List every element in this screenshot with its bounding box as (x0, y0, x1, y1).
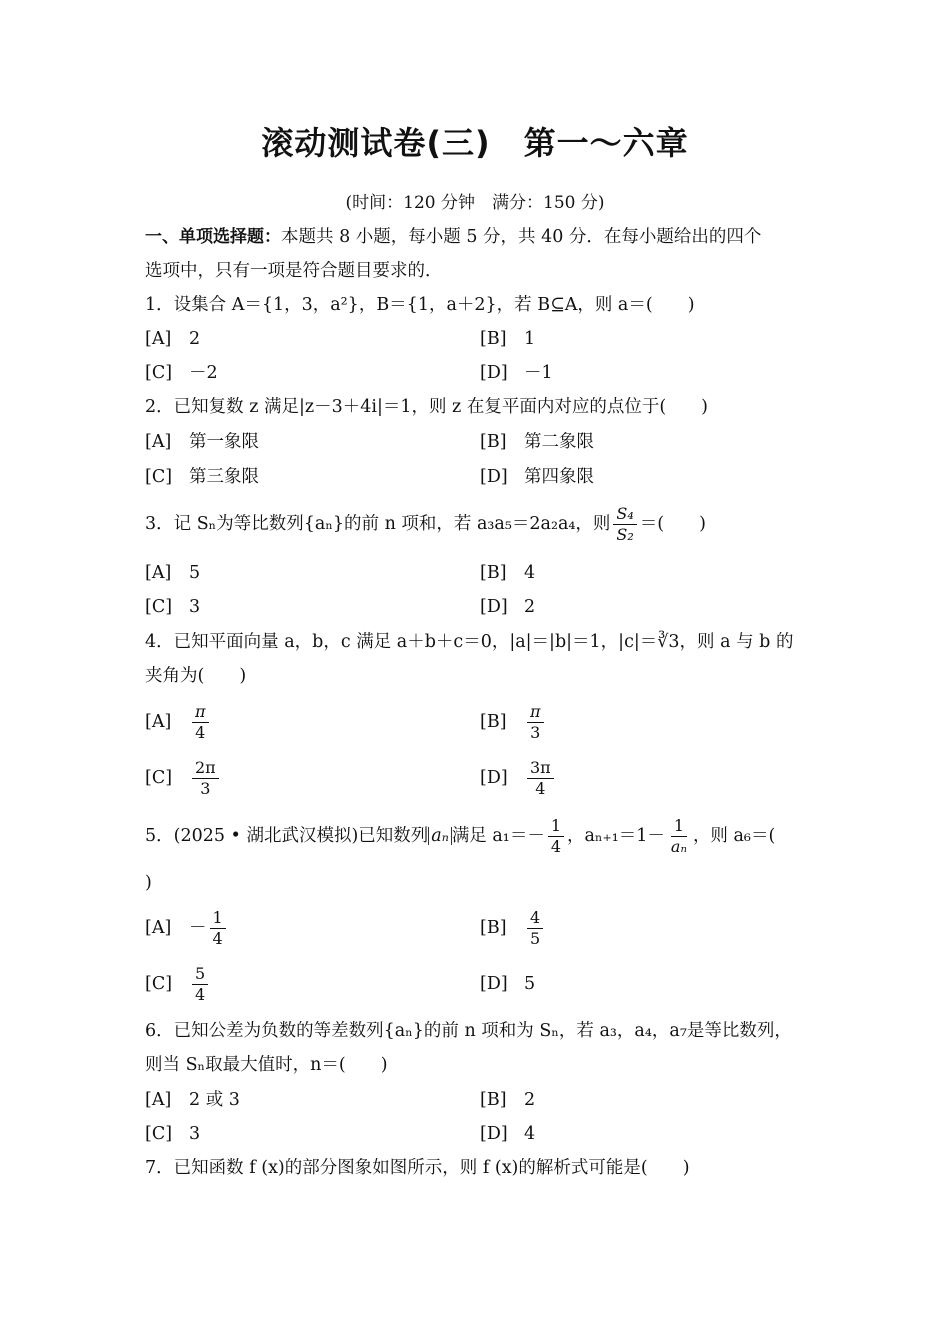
section-text-2: 选项中，只有一项是符合题目要求的． (145, 261, 443, 281)
question-4-stem-line-1: 4．已知平面向量 a，b，c 满足 a＋b＋c＝0，|a|＝|b|＝1，|c|＝∛3，则 a 与 b 的 (145, 632, 794, 652)
question-3-option-b[interactable]: [B] 4 (480, 563, 536, 583)
exam-time-score: (时间：120 分钟 满分：150 分) (345, 193, 605, 213)
question-4-option-a[interactable]: [A] $\frac{\pi}{4}$ (145, 700, 212, 744)
fraction-s4-over-s2: $\frac{\text{S₄}}{\text{S₂}}$ (613, 504, 636, 545)
question-2-stem: 2．已知复数 z 满足|z－3＋4i|＝1，则 z 在复平面内对应的点位于( ) (145, 397, 708, 417)
question-3-option-c[interactable]: [C] 3 (145, 597, 201, 617)
question-3-stem: 3．记 Sₙ为等比数列{aₙ}的前 n 项和，若 a₃a₅＝2a₂a₄，则 $\frac{\text{S₄}}{\text{S₂}}$ ＝( ) (145, 504, 706, 544)
question-1-option-a[interactable]: [A] 2 (145, 329, 201, 349)
question-5-option-b[interactable]: [B] $\frac{4}{5}$ (480, 906, 546, 950)
question-1-stem: 1．设集合 A＝{1，3，a²}，B＝{1，a＋2}，若 B⊆A，则 a＝( ) (145, 295, 695, 315)
question-2-option-c[interactable]: [C] 第三象限 (145, 467, 259, 487)
question-6-option-d[interactable]: [D] 4 (480, 1124, 536, 1144)
question-5-stem-close: ) (145, 873, 152, 893)
question-3-option-d[interactable]: [D] 2 (480, 597, 536, 617)
section-instructions (145, 220, 825, 254)
sequence-notation: aₙ (428, 827, 452, 845)
question-5-option-a[interactable]: [A] － $\frac{1}{4}$ (145, 906, 229, 950)
question-4-option-c[interactable]: [C] $\frac{2\pi}{3}$ (145, 756, 222, 800)
question-5-option-d[interactable]: [D] 5 (480, 974, 536, 994)
question-6-option-a[interactable]: [A] 2 或 3 (145, 1090, 240, 1110)
question-6-stem-line-2: 则当 Sₙ取最大值时，n＝( ) (145, 1055, 388, 1075)
question-1-option-c[interactable]: [C] －2 (145, 363, 218, 383)
question-2-option-a[interactable]: [A] 第一象限 (145, 432, 259, 452)
question-6-option-c[interactable]: [C] 3 (145, 1124, 201, 1144)
section-text-1: 本题共 8 小题，每小题 5 分，共 40 分．在每小题给出的四个 (281, 227, 762, 247)
question-5-stem: 5．(2025 • 湖北武汉模拟)已知数列 aₙ 满足 a₁＝－ $\frac{1}{4}$ ，aₙ₊₁＝1－ $\frac{1}{\text{aₙ}}$ ，则 a₆＝( (145, 816, 776, 856)
question-5-option-c[interactable]: [C] $\frac{5}{4}$ (145, 962, 211, 1006)
question-3-option-a[interactable]: [A] 5 (145, 563, 201, 583)
question-6-stem-line-1: 6．已知公差为负数的等差数列{aₙ}的前 n 项和为 Sₙ，若 a₃，a₄，a₇是等比数列， (145, 1021, 792, 1041)
question-6-option-b[interactable]: [B] 2 (480, 1090, 536, 1110)
question-4-option-b[interactable]: [B] $\frac{\pi}{3}$ (480, 700, 547, 744)
section-heading: 一、单项选择题： (145, 227, 281, 247)
question-1-option-b[interactable]: [B] 1 (480, 329, 536, 349)
question-4-stem-line-2: 夹角为( ) (145, 666, 247, 686)
question-4-option-d[interactable]: [D] $\frac{3\pi}{4}$ (480, 756, 557, 800)
question-2-option-d[interactable]: [D] 第四象限 (480, 467, 594, 487)
page-title: 滚动测试卷(三) 第一～六章 (261, 124, 689, 162)
question-1-option-d[interactable]: [D] －1 (480, 363, 553, 383)
question-2-option-b[interactable]: [B] 第二象限 (480, 432, 594, 452)
question-7-stem: 7．已知函数 f (x)的部分图象如图所示，则 f (x)的解析式可能是( ) (145, 1158, 690, 1178)
